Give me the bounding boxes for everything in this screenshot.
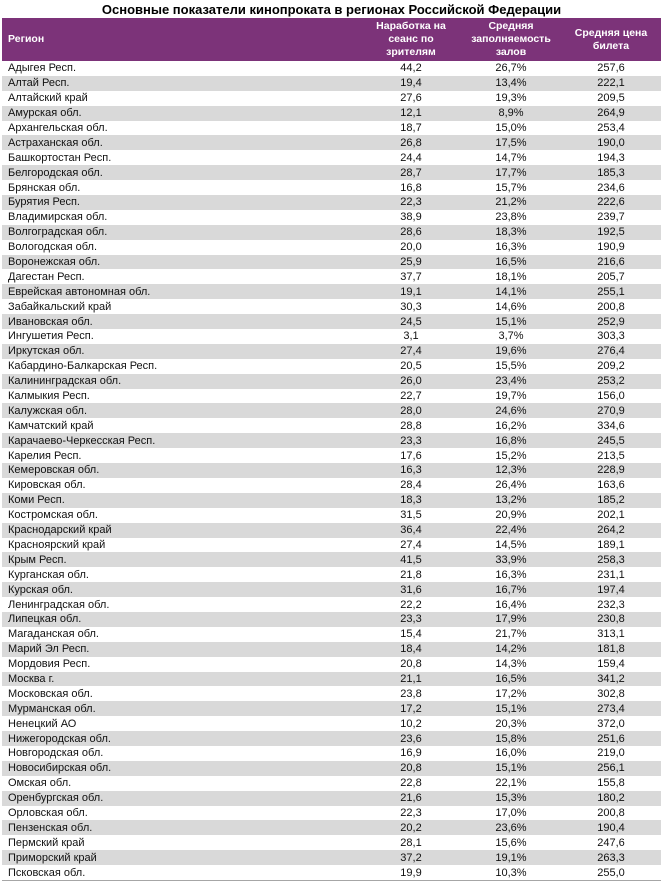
occupancy-cell: 17,7% — [495, 166, 527, 179]
table-row — [2, 225, 661, 240]
occupancy-cell: 15,1% — [495, 762, 527, 775]
table-title: Основные показатели кинопроката в регионах Российской Федерации — [101, 2, 562, 17]
per-session-attendance-cell: 26,0 — [400, 375, 422, 388]
region-cell: Еврейская автономная обл. — [8, 285, 151, 298]
ticket-price-cell: 205,7 — [597, 270, 625, 283]
table-row — [2, 552, 661, 567]
region-cell: Башкортостан Респ. — [8, 151, 112, 164]
table-row — [2, 389, 661, 404]
ticket-price-cell: 234,6 — [597, 181, 625, 194]
table-row — [2, 508, 661, 523]
region-cell: Пермский край — [8, 836, 85, 849]
occupancy-cell: 19,6% — [495, 345, 527, 358]
occupancy-cell: 20,3% — [495, 717, 527, 730]
per-session-attendance-cell: 37,2 — [400, 851, 422, 864]
occupancy-cell: 17,5% — [495, 136, 527, 149]
table-row — [2, 91, 661, 106]
ticket-price-cell: 209,5 — [597, 92, 625, 105]
region-cell: Кабардино-Балкарская Респ. — [8, 360, 158, 373]
ticket-price-cell: 185,3 — [597, 166, 625, 179]
regions-table — [2, 18, 661, 881]
region-cell: Пензенская обл. — [8, 821, 93, 834]
occupancy-cell: 14,7% — [495, 151, 527, 164]
ticket-price-cell: 222,1 — [597, 77, 625, 90]
ticket-price-cell: 228,9 — [597, 464, 625, 477]
region-cell: Бурятия Респ. — [8, 196, 80, 209]
table-row — [2, 240, 661, 255]
region-cell: Адыгея Респ. — [8, 62, 77, 75]
occupancy-cell: 15,7% — [495, 181, 527, 194]
per-session-attendance-cell: 21,8 — [400, 568, 422, 581]
table-row — [2, 299, 661, 314]
occupancy-cell: 16,8% — [495, 434, 527, 447]
ticket-price-cell: 156,0 — [597, 390, 625, 403]
table-row — [2, 403, 661, 418]
region-cell: Костромская обл. — [8, 509, 98, 522]
ticket-price-cell: 209,2 — [597, 360, 625, 373]
table-row — [2, 180, 661, 195]
per-session-attendance-cell: 23,3 — [400, 434, 422, 447]
region-cell: Калужская обл. — [8, 404, 88, 417]
per-session-attendance-cell: 22,3 — [400, 806, 422, 819]
per-session-attendance-cell: 18,7 — [400, 122, 422, 134]
per-session-attendance-cell: 22,8 — [400, 777, 422, 790]
occupancy-cell: 23,4% — [495, 375, 527, 388]
per-session-attendance-cell: 23,6 — [400, 732, 422, 745]
occupancy-cell: 13,4% — [495, 77, 527, 90]
per-session-attendance-cell: 22,3 — [400, 196, 422, 209]
ticket-price-cell: 247,6 — [597, 836, 625, 849]
region-cell: Карачаево-Черкесская Респ. — [8, 434, 156, 447]
occupancy-cell: 16,5% — [495, 672, 527, 685]
table-row — [2, 374, 661, 389]
ticket-price-cell: 219,0 — [597, 747, 625, 760]
table-row — [2, 61, 661, 76]
ticket-price-cell: 185,2 — [597, 494, 625, 507]
region-cell: Московская обл. — [8, 687, 93, 700]
ticket-price-cell: 255,0 — [597, 866, 625, 879]
occupancy-cell: 16,5% — [495, 256, 527, 269]
table-row — [2, 567, 661, 582]
occupancy-cell: 20,9% — [495, 509, 527, 522]
occupancy-cell: 21,2% — [495, 196, 527, 209]
per-session-attendance-cell: 20,5 — [400, 360, 422, 373]
occupancy-cell: 15,0% — [495, 122, 527, 134]
table-row — [2, 314, 661, 329]
occupancy-cell: 15,8% — [495, 732, 527, 745]
per-session-attendance-cell: 18,3 — [400, 494, 422, 507]
table-row — [2, 493, 661, 508]
occupancy-cell: 15,2% — [495, 449, 527, 462]
table-row — [2, 538, 661, 553]
ticket-price-cell: 264,9 — [597, 107, 625, 120]
region-cell: Магаданская обл. — [8, 628, 99, 641]
occupancy-cell: 16,0% — [495, 747, 527, 760]
region-cell: Амурская обл. — [8, 107, 82, 120]
per-session-attendance-cell: 20,8 — [400, 762, 422, 775]
occupancy-cell: 15,6% — [495, 836, 527, 849]
region-cell: Псковская обл. — [8, 866, 86, 879]
occupancy-cell: 14,2% — [495, 643, 527, 656]
per-session-attendance-cell: 38,9 — [400, 211, 422, 224]
ticket-price-cell: 180,2 — [597, 792, 625, 805]
table-row — [2, 195, 661, 210]
occupancy-cell: 24,6% — [495, 404, 527, 417]
occupancy-cell: 15,1% — [495, 315, 527, 328]
per-session-attendance-cell: 18,4 — [400, 643, 422, 656]
occupancy-cell: 16,7% — [495, 583, 527, 596]
occupancy-cell: 15,3% — [495, 792, 527, 805]
region-cell: Архангельская обл. — [8, 122, 108, 134]
ticket-price-cell: 163,6 — [597, 479, 625, 492]
occupancy-cell: 17,2% — [495, 687, 527, 700]
ticket-price-cell: 200,8 — [597, 300, 625, 313]
region-cell: Москва г. — [8, 672, 55, 685]
region-cell: Красноярский край — [8, 538, 106, 551]
ticket-price-cell: 232,3 — [597, 598, 625, 611]
region-cell: Камчатский край — [8, 419, 94, 432]
table-row — [2, 478, 661, 493]
table-row — [2, 135, 661, 150]
ticket-price-cell: 258,3 — [597, 553, 625, 566]
per-session-attendance-cell: 3,1 — [403, 330, 419, 343]
per-session-attendance-cell: 28,6 — [400, 226, 422, 239]
region-cell: Мордовия Респ. — [8, 658, 91, 671]
table-row — [2, 701, 661, 716]
region-cell: Алтайский край — [8, 92, 88, 105]
ticket-price-cell: 230,8 — [597, 613, 625, 626]
occupancy-cell: 16,3% — [495, 241, 527, 254]
occupancy-cell: 3,7% — [498, 330, 524, 343]
occupancy-cell: 19,7% — [495, 390, 527, 403]
ticket-price-cell: 263,3 — [597, 851, 625, 864]
region-cell: Кемеровская обл. — [8, 464, 100, 477]
per-session-attendance-cell: 27,4 — [400, 538, 422, 551]
ticket-price-cell: 190,4 — [597, 821, 625, 834]
region-cell: Иркутская обл. — [8, 345, 85, 358]
per-session-attendance-cell: 17,2 — [400, 702, 422, 715]
per-session-attendance-cell: 31,5 — [400, 509, 422, 522]
per-session-attendance-cell: 10,2 — [400, 717, 422, 730]
ticket-price-cell: 341,2 — [597, 672, 625, 685]
per-session-attendance-cell: 30,3 — [400, 300, 422, 313]
per-session-attendance-cell: 24,4 — [400, 151, 422, 164]
region-cell: Марий Эл Респ. — [8, 643, 90, 656]
ticket-price-cell: 253,4 — [597, 122, 625, 134]
ticket-price-cell: 264,2 — [597, 524, 625, 537]
occupancy-cell: 18,1% — [495, 270, 527, 283]
table-row — [2, 731, 661, 746]
region-cell: Мурманская обл. — [8, 702, 96, 715]
occupancy-cell: 14,6% — [495, 300, 527, 313]
table-row — [2, 284, 661, 299]
column-header-average-ticket-price: Средняя цена билета — [574, 26, 648, 52]
region-cell: Приморский край — [8, 851, 97, 864]
region-cell: Кировская обл. — [8, 479, 86, 492]
region-cell: Коми Респ. — [8, 494, 65, 507]
region-cell: Воронежская обл. — [8, 256, 101, 269]
ticket-price-cell: 239,7 — [597, 211, 625, 224]
region-cell: Курганская обл. — [8, 568, 89, 581]
region-cell: Новосибирская обл. — [8, 762, 112, 775]
ticket-price-cell: 222,6 — [597, 196, 625, 209]
table-row — [2, 344, 661, 359]
region-cell: Краснодарский край — [8, 524, 112, 537]
ticket-price-cell: 251,6 — [597, 732, 625, 745]
per-session-attendance-cell: 20,0 — [400, 241, 422, 254]
table-row — [2, 612, 661, 627]
occupancy-cell: 18,3% — [495, 226, 527, 239]
occupancy-cell: 15,1% — [495, 702, 527, 715]
table-row — [2, 865, 661, 880]
region-cell: Брянская обл. — [8, 181, 81, 194]
region-cell: Крым Респ. — [8, 553, 67, 566]
occupancy-cell: 26,7% — [495, 62, 527, 75]
table-row — [2, 269, 661, 284]
ticket-price-cell: 189,1 — [597, 538, 625, 551]
per-session-attendance-cell: 28,1 — [400, 836, 422, 849]
region-cell: Ивановская обл. — [8, 315, 93, 328]
occupancy-cell: 22,1% — [495, 777, 527, 790]
table-row — [2, 433, 661, 448]
region-cell: Калмыкия Респ. — [8, 390, 90, 403]
region-cell: Забайкальский край — [8, 300, 112, 313]
per-session-attendance-cell: 24,5 — [400, 315, 422, 328]
per-session-attendance-cell: 28,8 — [400, 419, 422, 432]
ticket-price-cell: 190,9 — [597, 241, 625, 254]
per-session-attendance-cell: 16,3 — [400, 464, 422, 477]
table-row — [2, 820, 661, 835]
region-cell: Дагестан Респ. — [8, 270, 85, 283]
table-row — [2, 150, 661, 165]
ticket-price-cell: 276,4 — [597, 345, 625, 358]
per-session-attendance-cell: 27,4 — [400, 345, 422, 358]
occupancy-cell: 10,3% — [495, 866, 527, 879]
table-row — [2, 746, 661, 761]
region-cell: Астраханская обл. — [8, 136, 103, 149]
per-session-attendance-cell: 25,9 — [400, 256, 422, 269]
per-session-attendance-cell: 37,7 — [400, 270, 422, 283]
ticket-price-cell: 313,1 — [597, 628, 625, 641]
occupancy-cell: 8,9% — [498, 107, 524, 120]
table-row — [2, 210, 661, 225]
ticket-price-cell: 213,5 — [597, 449, 625, 462]
ticket-price-cell: 372,0 — [597, 717, 625, 730]
per-session-attendance-cell: 44,2 — [400, 62, 422, 75]
region-cell: Белгородская обл. — [8, 166, 103, 179]
table-row — [2, 672, 661, 687]
per-session-attendance-cell: 21,1 — [400, 672, 422, 685]
column-header-region: Регион — [8, 33, 45, 45]
ticket-price-cell: 194,3 — [597, 151, 625, 164]
table-row — [2, 776, 661, 791]
per-session-attendance-cell: 22,7 — [400, 390, 422, 403]
occupancy-cell: 14,3% — [495, 658, 527, 671]
ticket-price-cell: 252,9 — [597, 315, 625, 328]
per-session-attendance-cell: 23,3 — [400, 613, 422, 626]
region-cell: Ненецкий АО — [8, 717, 77, 730]
per-session-attendance-cell: 20,2 — [400, 821, 422, 834]
table-row — [2, 806, 661, 821]
table-body — [2, 61, 661, 880]
ticket-price-cell: 231,1 — [597, 568, 625, 581]
per-session-attendance-cell: 28,7 — [400, 166, 422, 179]
region-cell: Курская обл. — [8, 583, 73, 596]
per-session-attendance-cell: 28,0 — [400, 404, 422, 417]
table-row — [2, 835, 661, 850]
occupancy-cell: 19,1% — [495, 851, 527, 864]
ticket-price-cell: 202,1 — [597, 509, 625, 522]
table-row — [2, 523, 661, 538]
region-cell: Владимирская обл. — [8, 211, 108, 224]
table-row — [2, 76, 661, 91]
occupancy-cell: 16,2% — [495, 419, 527, 432]
table-row — [2, 642, 661, 657]
per-session-attendance-cell: 19,9 — [400, 866, 422, 879]
table-row — [2, 329, 661, 344]
region-cell: Вологодская обл. — [8, 241, 98, 254]
per-session-attendance-cell: 31,6 — [400, 583, 422, 596]
table-row — [2, 448, 661, 463]
column-header-average-occupancy: Средняя заполняемость залов — [471, 20, 551, 58]
ticket-price-cell: 200,8 — [597, 806, 625, 819]
ticket-price-cell: 159,4 — [597, 658, 625, 671]
occupancy-cell: 23,8% — [495, 211, 527, 224]
ticket-price-cell: 192,5 — [597, 226, 625, 239]
occupancy-cell: 14,5% — [495, 538, 527, 551]
region-cell: Ленинградская обл. — [8, 598, 110, 611]
occupancy-cell: 16,4% — [495, 598, 527, 611]
per-session-attendance-cell: 19,4 — [400, 77, 422, 90]
table-row — [2, 627, 661, 642]
ticket-price-cell: 253,2 — [597, 375, 625, 388]
occupancy-cell: 33,9% — [495, 553, 527, 566]
per-session-attendance-cell: 27,6 — [400, 92, 422, 105]
occupancy-cell: 15,5% — [495, 360, 527, 373]
table-row — [2, 761, 661, 776]
table-row — [2, 597, 661, 612]
ticket-price-cell: 334,6 — [597, 419, 625, 432]
per-session-attendance-cell: 41,5 — [400, 553, 422, 566]
table-row — [2, 582, 661, 597]
ticket-price-cell: 270,9 — [597, 404, 625, 417]
table-row — [2, 255, 661, 270]
ticket-price-cell: 181,8 — [597, 643, 625, 656]
per-session-attendance-cell: 12,1 — [400, 107, 422, 120]
per-session-attendance-cell: 26,8 — [400, 136, 422, 149]
region-cell: Липецкая обл. — [8, 613, 82, 626]
per-session-attendance-cell: 36,4 — [400, 524, 422, 537]
per-session-attendance-cell: 15,4 — [400, 628, 422, 641]
table-row — [2, 791, 661, 806]
region-cell: Волгоградская обл. — [8, 226, 108, 239]
occupancy-cell: 23,6% — [495, 821, 527, 834]
occupancy-cell: 17,9% — [495, 613, 527, 626]
table-row — [2, 418, 661, 433]
table-row — [2, 121, 661, 136]
ticket-price-cell: 302,8 — [597, 687, 625, 700]
ticket-price-cell: 273,4 — [597, 702, 625, 715]
ticket-price-cell: 257,6 — [597, 62, 625, 75]
table-row — [2, 657, 661, 672]
table-row — [2, 716, 661, 731]
table-row — [2, 463, 661, 478]
per-session-attendance-cell: 19,1 — [400, 285, 422, 298]
region-cell: Оренбургская обл. — [8, 792, 104, 805]
table-row — [2, 165, 661, 180]
table-row — [2, 850, 661, 865]
column-header-per-session-attendance: Наработка на сеанс по зрителям — [376, 20, 446, 58]
per-session-attendance-cell: 17,6 — [400, 449, 422, 462]
occupancy-cell: 19,3% — [495, 92, 527, 105]
region-cell: Нижегородская обл. — [8, 732, 111, 745]
region-cell: Калининградская обл. — [8, 375, 122, 388]
per-session-attendance-cell: 16,9 — [400, 747, 422, 760]
occupancy-cell: 16,3% — [495, 568, 527, 581]
region-cell: Омская обл. — [8, 777, 72, 790]
ticket-price-cell: 216,6 — [597, 256, 625, 269]
per-session-attendance-cell: 16,8 — [400, 181, 422, 194]
per-session-attendance-cell: 28,4 — [400, 479, 422, 492]
per-session-attendance-cell: 23,8 — [400, 687, 422, 700]
table-header-row — [2, 18, 661, 61]
region-cell: Новгородская обл. — [8, 747, 104, 760]
table-row — [2, 359, 661, 374]
ticket-price-cell: 197,4 — [597, 583, 625, 596]
per-session-attendance-cell: 21,6 — [400, 792, 422, 805]
occupancy-cell: 17,0% — [495, 806, 527, 819]
region-cell: Орловская обл. — [8, 806, 88, 819]
per-session-attendance-cell: 20,8 — [400, 658, 422, 671]
region-cell: Карелия Респ. — [8, 449, 82, 462]
occupancy-cell: 26,4% — [495, 479, 527, 492]
occupancy-cell: 14,1% — [495, 285, 527, 298]
region-cell: Ингушетия Респ. — [8, 330, 94, 343]
ticket-price-cell: 256,1 — [597, 762, 625, 775]
ticket-price-cell: 255,1 — [597, 285, 625, 298]
ticket-price-cell: 245,5 — [597, 434, 625, 447]
occupancy-cell: 21,7% — [495, 628, 527, 641]
ticket-price-cell: 155,8 — [597, 777, 625, 790]
ticket-price-cell: 190,0 — [597, 136, 625, 149]
occupancy-cell: 12,3% — [495, 464, 527, 477]
occupancy-cell: 22,4% — [495, 524, 527, 537]
table-row — [2, 106, 661, 121]
occupancy-cell: 13,2% — [495, 494, 527, 507]
ticket-price-cell: 303,3 — [597, 330, 625, 343]
per-session-attendance-cell: 22,2 — [400, 598, 422, 611]
table-row — [2, 686, 661, 701]
region-cell: Алтай Респ. — [8, 77, 70, 90]
